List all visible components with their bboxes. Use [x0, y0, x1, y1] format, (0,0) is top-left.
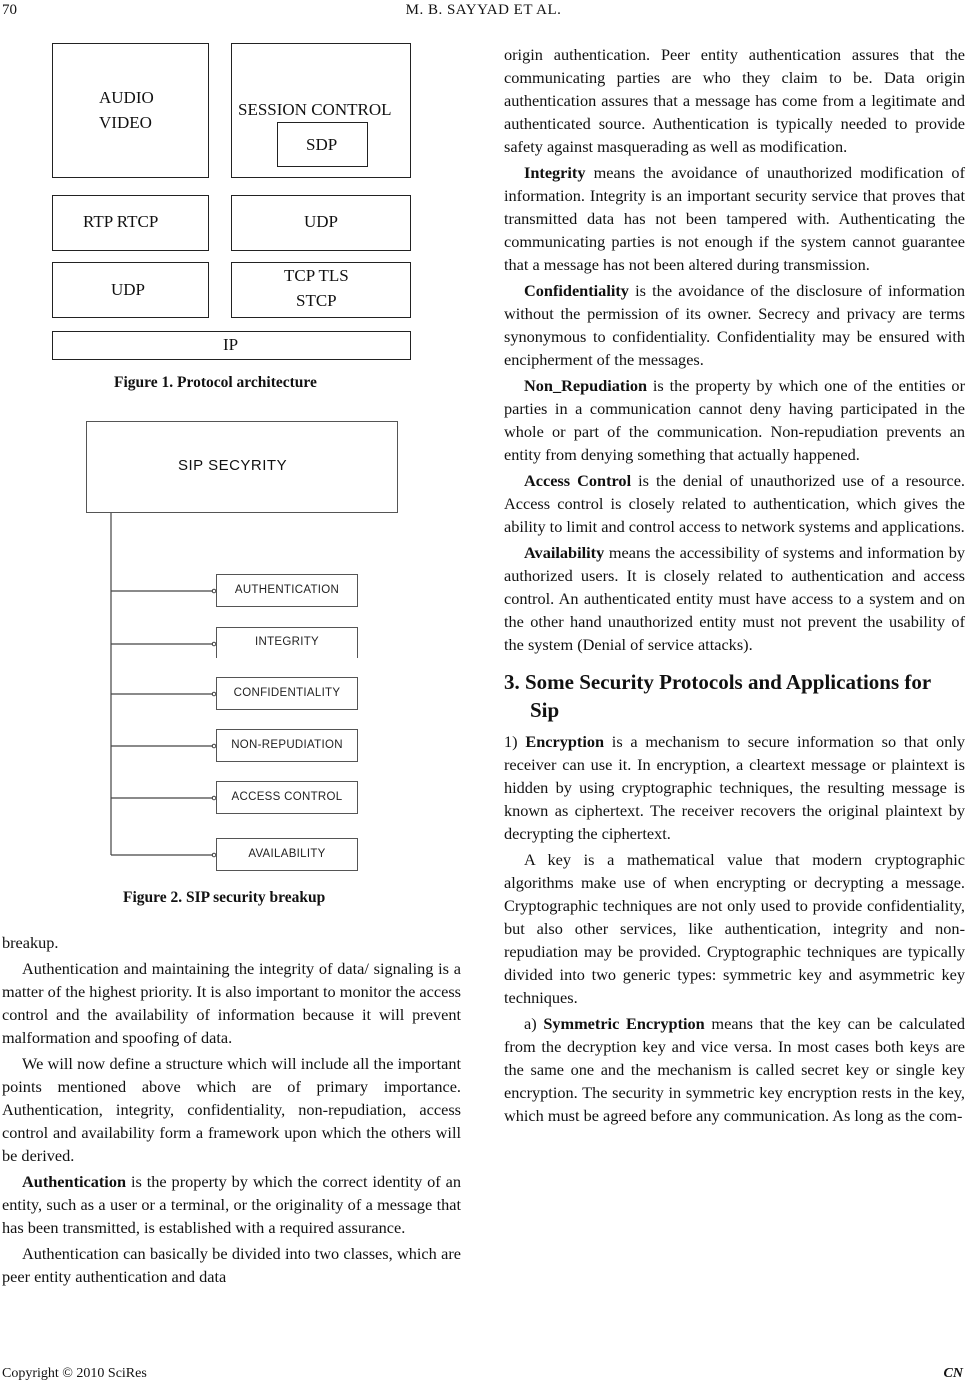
- sip-security-label: SIP SECYRITY: [178, 457, 288, 474]
- section-heading: 3. Some Security Protocols and Applications for Sip: [504, 670, 931, 722]
- term-access-control: Access Control: [524, 471, 632, 490]
- security-item-confidentiality: CONFIDENTIALITY: [216, 677, 358, 710]
- term-non-repudiation: Non_Repudiation: [524, 376, 648, 395]
- security-item-access-control: ACCESS CONTROL: [216, 781, 358, 814]
- paragraph-confidentiality: Confidentiality is the avoidance of the disclosure of information without the permission of its owner. Secrecy and privacy are terms synonymous to confidentiality. Confidentiality may be ensured with encipherment of the messages.: [504, 281, 965, 369]
- term-confidentiality: Confidentiality: [524, 281, 629, 300]
- journal-abbrev: CN: [943, 1366, 963, 1381]
- security-item-non-repudiation: NON-REPUDIATION: [216, 729, 358, 762]
- page-number: 70: [2, 2, 17, 18]
- term-encryption: Encryption: [525, 732, 605, 751]
- paragraph-key: A key is a mathematical value that modern cryptographic algorithms make use of when encrypting or decrypting a message. Cryptographic techniques are not only used to provide confidentiality, but also other services, like authentication, integrity and non-repudiation may be provided. Cryptographic techniques are typically divided into two generic types: symmetric key and asymmetric key techniques.: [504, 850, 965, 1007]
- paragraph-authentication-def: Authentication is the property by which the correct identity of an entity, such as a user or a terminal, or the originality of a message that has been transmitted, is established with a required assurance.: [2, 1172, 461, 1237]
- udp-right-label: UDP: [304, 212, 339, 231]
- paragraph-structure: We will now define a structure which will include all the important points mentioned above which are of primary importance. Authentication, integrity, confidentiality, non-repudiation, access control and availability form a framework upon which the others will be derived.: [2, 1054, 461, 1165]
- copyright: Copyright © 2010 SciRes: [2, 1366, 147, 1381]
- paragraph-symmetric-encryption: a) Symmetric Encryption means that the key can be calculated from the decryption key and vice versa. In most cases both keys are the same one and the mechanism is called secret key or single key encryption. The security in symmetric key encryption rests in the key, which must be agreed before any communication. As long as the com-: [504, 1014, 966, 1125]
- term-availability: Availability: [524, 543, 605, 562]
- right-column-text: [504, 43, 965, 1127]
- paragraph-availability: Availability means the accessibility of systems and information by authorized users. It is closely related to authentication and access control. An authenticated entity must have access to a system and on the other hand unauthorized entity must not prevent the usability of the system (Denial of service attacks).: [504, 543, 965, 654]
- paragraph-authentication-priority: Authentication and maintaining the integrity of data/ signaling is a matter of the highest priority. It is also important to monitor the access control and the availability of information because it will prevent malformation and spoofing of data.: [2, 959, 461, 1047]
- rtp-rtcp-label: RTP RTCP: [83, 212, 159, 231]
- paragraph-integrity: Integrity means the avoidance of unauthorized modification of information. Integrity is an important security service that proves that transmitted data has not been tampered with. Authenticating the communicating parties is not enough if the system cannot guarantee that a message has not been altered during transmission.: [504, 163, 965, 274]
- left-column-text: [2, 931, 461, 1288]
- security-item-availability: AVAILABILITY: [216, 838, 358, 871]
- session-control-label: SESSION CONTROL: [238, 100, 392, 119]
- security-item-authentication: AUTHENTICATION: [216, 574, 358, 607]
- audio-label: AUDIO: [99, 88, 154, 107]
- sdp-label: SDP: [306, 135, 338, 154]
- paragraph-access-control: Access Control is the denial of unauthorized use of a resource. Access control is closely related to authentication, which gives the ability to limit and control access to network systems and applications.: [504, 471, 965, 536]
- paragraph-breakup: breakup.: [2, 933, 59, 952]
- running-head: M. B. SAYYAD ET AL.: [405, 2, 562, 18]
- paragraph-origin-authentication: origin authentication. Peer entity authentication assures that the communicating parties are who they claim to be. Data origin authentication assures that a message has come from a legitimate and authenticated source. Authentication is typically needed to provide safety against masquerading as well as modification.: [504, 45, 965, 156]
- figure2-caption: Figure 2. SIP security breakup: [123, 889, 326, 906]
- paragraph-non-repudiation: Non_Repudiation is the property by which one of the entities or parties in a communication cannot deny having participated in the whole or part of the communication. Non-repudiation prevents an entity from denying something that actually happened.: [504, 376, 965, 464]
- figures-area: [0, 0, 480, 920]
- paragraph-authentication-classes: Authentication can basically be divided into two classes, which are peer entity authentication and data: [2, 1244, 461, 1286]
- stcp-label: STCP: [296, 291, 337, 310]
- tcp-tls-label: TCP TLS: [284, 266, 349, 285]
- term-integrity: Integrity: [524, 163, 586, 182]
- ip-label: IP: [223, 335, 239, 354]
- video-label: VIDEO: [99, 113, 152, 132]
- term-authentication: Authentication: [22, 1172, 127, 1191]
- udp-left-label: UDP: [111, 280, 146, 299]
- security-item-integrity: INTEGRITY: [216, 627, 358, 658]
- term-symmetric-encryption: Symmetric Encryption: [543, 1014, 705, 1033]
- paragraph-encryption: 1) Encryption is a mechanism to secure information so that only receiver can use it. In encryption, a cleartext message or plaintext is hidden by using cryptographic techniques, the resulting message is known as ciphertext. The receiver recovers the original plaintext by decrypting the ciphertext.: [504, 732, 966, 843]
- figure1-caption: Figure 1. Protocol architecture: [114, 374, 317, 391]
